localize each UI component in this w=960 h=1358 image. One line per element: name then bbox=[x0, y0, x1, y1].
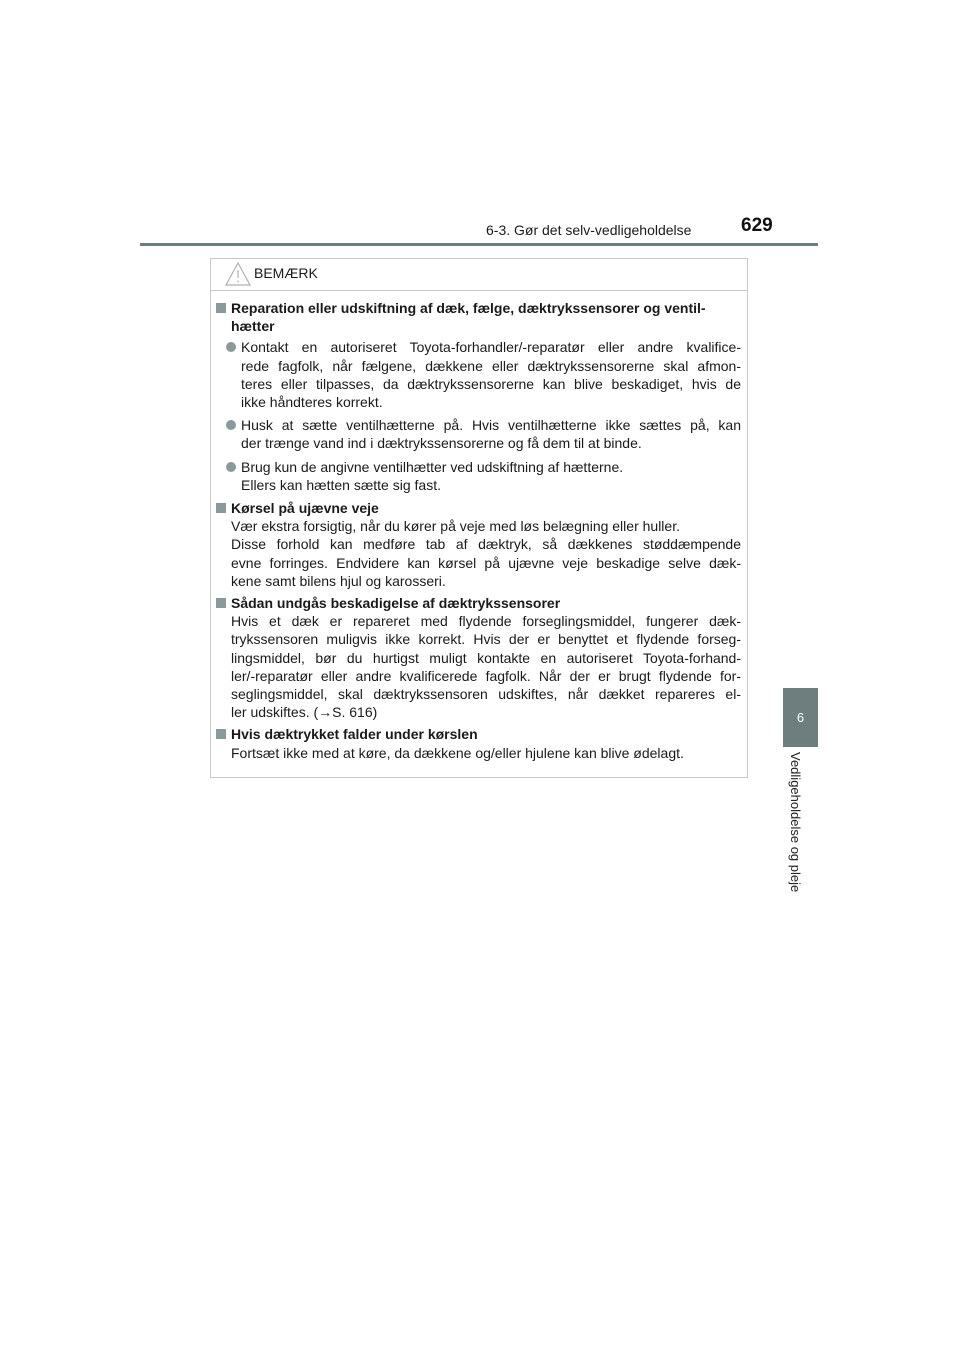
list-item-text bbox=[241, 458, 741, 494]
text-line: ikke håndteres korrekt. bbox=[241, 394, 383, 411]
note-header bbox=[211, 259, 747, 291]
text-line: Brug kun de angivne ventilhætter ved udskiftning af hætterne. bbox=[241, 458, 624, 475]
text-line: rede fagfolk, når fælgene, dækkene eller dæktrykssensorerne skal afmon- bbox=[241, 357, 741, 374]
square-bullet-icon bbox=[216, 503, 226, 513]
note-box bbox=[210, 258, 748, 778]
chapter-tab[interactable] bbox=[783, 688, 818, 747]
section-heading bbox=[216, 594, 741, 612]
square-bullet-icon bbox=[216, 729, 226, 739]
text-line: Disse forhold kan medføre tab af dæktryk, så dækkenes støddæmpende bbox=[231, 536, 741, 553]
note-body bbox=[211, 291, 747, 762]
section-text bbox=[216, 744, 741, 762]
square-bullet-icon bbox=[216, 598, 226, 608]
section-tire-repair bbox=[216, 299, 741, 494]
list-item bbox=[226, 338, 741, 411]
section-heading bbox=[216, 299, 741, 335]
list-item bbox=[226, 458, 741, 494]
section-heading-text: Sådan undgås beskadigelse af dæktrykssensorer bbox=[231, 595, 561, 612]
text-line: trykssensoren muligvis ikke korrekt. Hvis der er benyttet et flydende forseg- bbox=[231, 631, 741, 648]
text-line: lingsmiddel, bør du hurtigst muligt kontakte en autoriseret Toyota-forhand- bbox=[231, 649, 741, 666]
list-item bbox=[226, 416, 741, 452]
text-line: der trænge vand ind i dæktrykssensorerne og få dem til at binde. bbox=[241, 435, 642, 452]
text-line: Hvis et dæk er repareret med flydende forseglingsmiddel, fungerer dæk- bbox=[231, 613, 741, 630]
text-line: evne forringes. Endvidere kan kørsel på ujævne veje beskadige selve dæk- bbox=[231, 554, 741, 571]
section-heading bbox=[216, 725, 741, 743]
section-heading-text: Kørsel på ujævne veje bbox=[231, 500, 379, 517]
round-bullet-icon bbox=[226, 420, 236, 430]
section-text bbox=[216, 612, 741, 721]
section-text bbox=[216, 517, 741, 590]
text-line: Vær ekstra forsigtig, når du kører på veje med løs belægning eller huller. bbox=[231, 518, 680, 535]
section-heading-text: Hvis dæktrykket falder under kørslen bbox=[231, 726, 478, 743]
text-line: Husk at sætte ventilhætterne på. Hvis ventilhætterne ikke sættes på, kan bbox=[241, 417, 741, 434]
text-line: seglingsmiddel, skal dæktrykssensoren udskiftes, når dækket repareres el- bbox=[231, 686, 741, 703]
text-line: Kontakt en autoriseret Toyota-forhandler/-reparatør eller andre kvalifice- bbox=[241, 339, 741, 356]
section-heading bbox=[216, 499, 741, 517]
section-pressure-drop bbox=[216, 725, 741, 761]
section-rough-roads bbox=[216, 499, 741, 590]
text-line: Fortsæt ikke med at køre, da dækkene og/eller hjulene kan blive ødelagt. bbox=[231, 744, 684, 761]
list-item-text bbox=[241, 338, 741, 411]
header-section-title: 6-3. Gør det selv-vedligeholdelse bbox=[486, 222, 692, 238]
text-line: Ellers kan hætten sætte sig fast. bbox=[241, 476, 441, 493]
page-reference-link[interactable]: ler udskiftes. (→S. 616) bbox=[231, 704, 378, 721]
text-line: teres eller tilpasses, da dæktrykssensorerne kan blive beskadiget, hvis de bbox=[241, 375, 741, 392]
warning-triangle-icon bbox=[225, 262, 251, 286]
section-sensor-damage bbox=[216, 594, 741, 721]
chapter-number: 6 bbox=[796, 710, 805, 725]
round-bullet-icon bbox=[226, 342, 236, 352]
round-bullet-icon bbox=[226, 462, 236, 472]
header-rule bbox=[140, 243, 818, 246]
page-number: 629 bbox=[741, 215, 773, 236]
note-title: BEMÆRK bbox=[254, 265, 318, 281]
chapter-title: Vedligeholdelse og pleje bbox=[788, 752, 803, 893]
list-item-text bbox=[241, 416, 741, 452]
text-line: ler/-reparatør eller andre kvalificerede fagfolk. Når der er brugt flydende for- bbox=[231, 667, 741, 684]
text-line: kene samt bilens hjul og karosseri. bbox=[231, 572, 446, 589]
section-heading-text: Reparation eller udskiftning af dæk, fælge, dæktrykssensorer og ventil-hætter bbox=[231, 300, 706, 335]
square-bullet-icon bbox=[216, 303, 226, 313]
